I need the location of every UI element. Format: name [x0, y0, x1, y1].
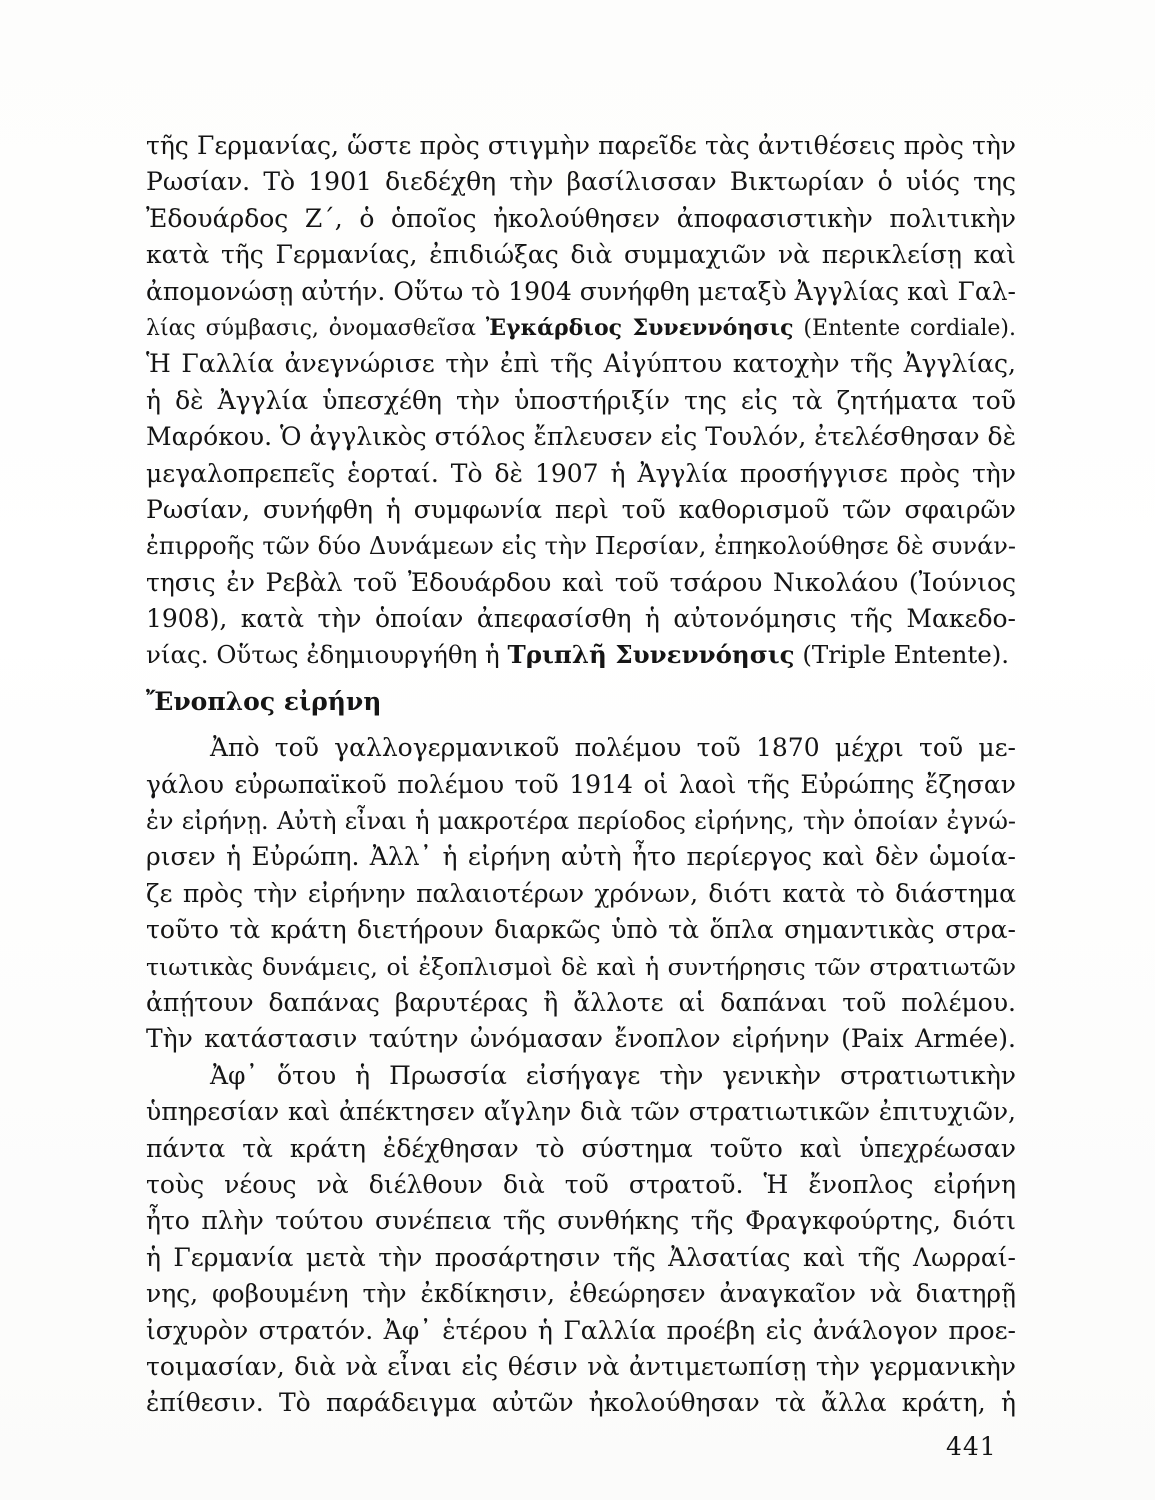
text-line — [146, 1131, 1016, 1167]
text-line — [146, 912, 1016, 948]
text-line — [146, 128, 1016, 164]
text-run: λίας σύμβασις, ὀνομασθεῖσα — [146, 315, 486, 341]
text-run: ἡ δὲ Ἀγγλία ὑπεσχέθη τὴν ὑποστήριξίν της εἰς τὰ ζητήματα τοῦ — [146, 385, 1016, 415]
text-run: τοιμασίαν, διὰ νὰ εἶναι εἰς θέσιν νὰ ἀντιμετωπίσῃ τὴν γερμανικὴν — [146, 1351, 1016, 1381]
text-run: ἡ Γερμανία μετὰ τὴν προσάρτησιν τῆς Ἀλσατίας καὶ τῆς Λωρραί- — [146, 1242, 1016, 1272]
text-run: ὑπηρεσίαν καὶ ἀπέκτησεν αἴγλην διὰ τῶν στρατιωτικῶν ἐπιτυχιῶν, — [146, 1097, 1016, 1127]
text-line — [146, 1276, 1016, 1312]
text-run: Ρωσίαν, συνήφθη ἡ συμφωνία περὶ τοῦ καθορισμοῦ τῶν σφαιρῶν — [146, 494, 1016, 524]
section-heading: Ἔνοπλος εἰρήνη — [146, 686, 382, 716]
text-run: ἦτο πλὴν τούτου συνέπεια τῆς συνθήκης τῆς Φραγκφούρτης, διότι — [146, 1206, 1016, 1236]
text-run: ἐν εἰρήνῃ. Αὐτὴ εἶναι ἡ μακροτέρα περίοδος εἰρήνης, τὴν ὁποίαν ἐγνώ- — [146, 807, 1016, 836]
page-number: 441 — [946, 1432, 997, 1461]
text-line — [146, 803, 1016, 839]
text-run: Ρωσίαν. Τὸ 1901 διεδέχθη τὴν βασίλισσαν Βικτωρίαν ὁ υἱός της — [146, 167, 1016, 197]
text-line — [146, 274, 1016, 310]
text-run: Μαρόκου. Ὁ ἀγγλικὸς στόλος ἔπλευσεν εἰς Τουλόν, ἐτελέσθησαν δὲ — [146, 422, 1016, 452]
text-run: Ἀφ᾽ ὅτου ἡ Πρωσσία εἰσήγαγε τὴν γενικὴν στρατιωτικὴν — [210, 1060, 1016, 1090]
text-line — [146, 949, 1016, 985]
text-line — [146, 492, 1016, 528]
text-line — [146, 164, 1016, 200]
text-line — [146, 839, 1016, 875]
text-line — [146, 1058, 1016, 1094]
text-line — [146, 1240, 1016, 1276]
text-line — [146, 419, 1016, 455]
text-run: ἀπῄτουν δαπάνας βαρυτέρας ἢ ἄλλοτε αἱ δαπάναι τοῦ πολέμου. — [146, 987, 1016, 1017]
bold-term-triple-entente: Τριπλῆ Συνεννόησις — [507, 640, 795, 670]
text-line — [146, 1349, 1016, 1385]
text-run: τῆς Γερμανίας, ὥστε πρὸς στιγμὴν παρεῖδε τὰς ἀντιθέσεις πρὸς τὴν — [146, 131, 1016, 160]
bold-term-entente-cordiale: Ἐγκάρδιος Συνεννόησις — [485, 314, 794, 341]
text-run: ἐπιρροῆς τῶν δύο Δυνάμεων εἰς τὴν Περσίαν, ἐπηκολούθησε δὲ συνάν- — [146, 532, 1016, 561]
text-line — [146, 1203, 1016, 1239]
text-line — [146, 1094, 1016, 1130]
text-line — [146, 637, 1016, 673]
text-line — [146, 201, 1016, 237]
text-line — [146, 456, 1016, 492]
text-run: τοῦτο τὰ κράτη διετήρουν διαρκῶς ὑπὸ τὰ ὅπλα σημαντικὰς στρα- — [146, 915, 1016, 945]
text-run: (Entente cordiale). — [793, 315, 1016, 341]
text-run: Ἐδουάρδος Ζ΄, ὁ ὁποῖος ἠκολούθησεν ἀποφασιστικὴν πολιτικὴν — [146, 203, 1016, 233]
text-run: (Triple Entente). — [794, 640, 1010, 670]
text-run: ρισεν ἡ Εὐρώπη. Ἀλλ᾽ ἡ εἰρήνη αὐτὴ ἦτο περίεργος καὶ δὲν ὡμοία- — [146, 842, 1016, 872]
text-run: πάντα τὰ κράτη ἐδέχθησαν τὸ σύστημα τοῦτο καὶ ὑπεχρέωσαν — [146, 1133, 1016, 1163]
text-run: ἰσχυρὸν στρατόν. Ἀφ᾽ ἑτέρου ἡ Γαλλία προέβη εἰς ἀνάλογον προε- — [146, 1315, 1016, 1345]
text-run: γάλου εὐρωπαϊκοῦ πολέμου τοῦ 1914 οἱ λαοὶ τῆς Εὐρώπης ἔζησαν — [146, 769, 1016, 799]
text-line — [146, 1385, 1016, 1421]
text-run: νίας. Οὕτως ἐδημιουργήθη ἡ — [146, 640, 508, 670]
text-line — [146, 767, 1016, 803]
text-line — [146, 730, 1016, 766]
text-line — [146, 876, 1016, 912]
text-line — [146, 383, 1016, 419]
text-line — [146, 346, 1016, 382]
text-run: Ἀπὸ τοῦ γαλλογερμανικοῦ πολέμου τοῦ 1870 μέχρι τοῦ με- — [210, 733, 1016, 763]
text-line — [146, 601, 1016, 637]
text-run: τιωτικὰς δυνάμεις, οἱ ἐξοπλισμοὶ δὲ καὶ ἡ συντήρησις τῶν στρατιωτῶν — [146, 952, 1016, 981]
text-line — [146, 1313, 1016, 1349]
text-run: 1908), κατὰ τὴν ὁποίαν ἀπεφασίσθη ἡ αὐτονόμησις τῆς Μακεδο- — [146, 604, 1016, 634]
text-run: ζε πρὸς τὴν εἰρήνην παλαιοτέρων χρόνων, διότι κατὰ τὸ διάστημα — [146, 878, 1016, 908]
text-run: τησις ἐν Ρεβὰλ τοῦ Ἐδουάρδου καὶ τοῦ τσάρου Νικολάου (Ἰούνιος — [146, 567, 1016, 597]
text-run: ἀπομονώσῃ αὐτήν. Οὕτω τὸ 1904 συνήφθη μεταξὺ Ἀγγλίας καὶ Γαλ- — [146, 276, 1016, 306]
text-line — [146, 1021, 1016, 1057]
body-text — [146, 128, 1016, 1422]
text-run: τοὺς νέους νὰ διέλθουν διὰ τοῦ στρατοῦ. Ἡ ἔνοπλος εἰρήνη — [146, 1169, 1016, 1199]
text-run: Τὴν κατάστασιν ταύτην ὠνόμασαν ἔνοπλον εἰρήνην (Paix Armée). — [146, 1024, 1016, 1054]
text-run: ἐπίθεσιν. Τὸ παράδειγμα αὐτῶν ἠκολούθησαν τὰ ἄλλα κράτη, ἡ — [146, 1388, 1016, 1418]
text-run: νης, φοβουμένη τὴν ἐκδίκησιν, ἐθεώρησεν ἀναγκαῖον νὰ διατηρῇ — [146, 1279, 1016, 1309]
text-run: κατὰ τῆς Γερμανίας, ἐπιδιώξας διὰ συμμαχιῶν νὰ περικλείσῃ καὶ — [146, 240, 1016, 270]
text-run: μεγαλοπρεπεῖς ἑορταί. Τὸ δὲ 1907 ἡ Ἀγγλία προσήγγισε πρὸς τὴν — [146, 458, 1016, 488]
text-line — [146, 528, 1016, 564]
text-line — [146, 565, 1016, 601]
text-line — [146, 310, 1016, 346]
text-line — [146, 237, 1016, 273]
text-line — [146, 985, 1016, 1021]
text-line — [146, 1167, 1016, 1203]
text-run: Ἡ Γαλλία ἀνεγνώρισε τὴν ἐπὶ τῆς Αἰγύπτου κατοχὴν τῆς Ἀγγλίας, — [146, 349, 1016, 379]
